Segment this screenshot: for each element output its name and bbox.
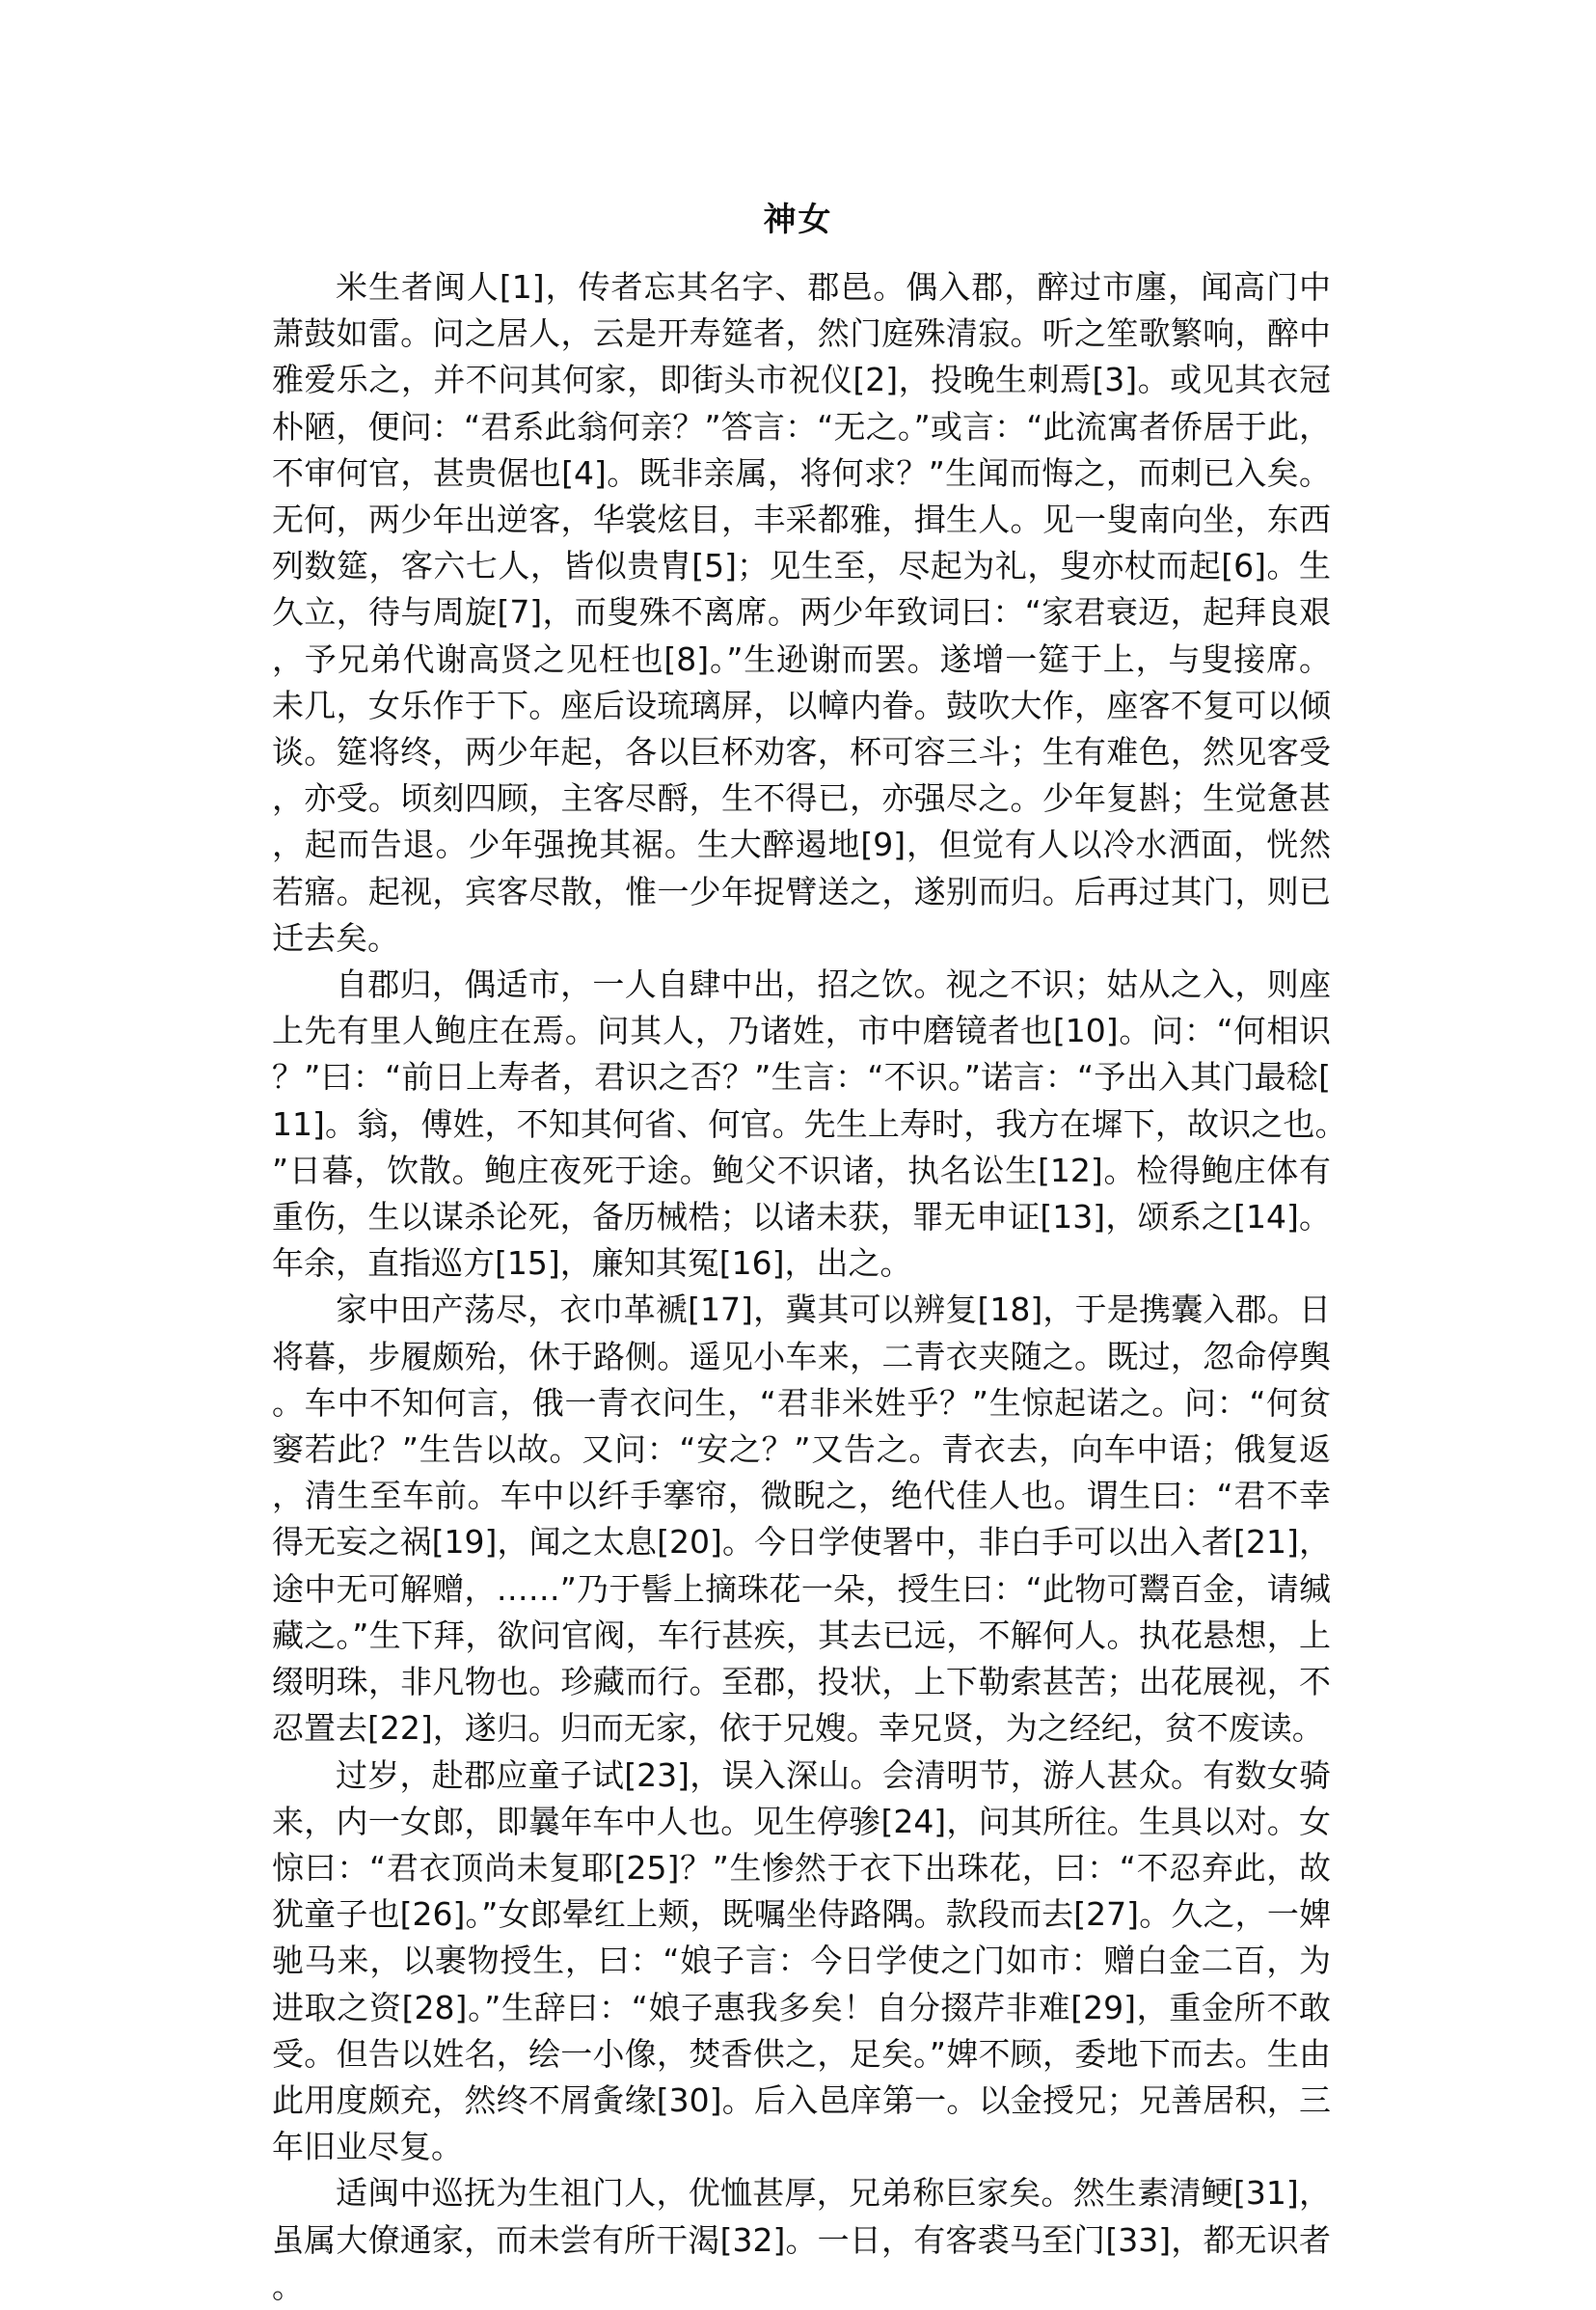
- paragraph: 米生者闽人[1]，传者忘其名字、郡邑。偶入郡，醉过市廛，闻高门中萧鼓如雷。问之居人，云是开寿筵者，然门庭殊清寂。听之笙歌繁响，醉中雅爱乐之，并不问其何家，即街头市祝仪[2]，投晚生刺焉[3]。或见其衣冠朴陋，便问：“君系此翁何亲？”答言：“无之。”或言：“此流寓者侨居于此，不审何官，甚贵倨也[4]。既非亲属，将何求？”生闻而悔之，而刺已入矣。无何，两少年出逆客，华裳炫目，丰采都雅，揖生人。见一叟南向坐，东西列数筵，客六七人，皆似贵胄[5]；见生至，尽起为礼，叟亦杖而起[6]。生久立，待与周旋[7]，而叟殊不离席。两少年致词曰：“家君衰迈，起拜良艰，予兄弟代谢高贤之见枉也[8]。”生逊谢而罢。遂增一筵于上，与叟接席。未几，女乐作于下。座后设琉璃屏，以幛内眷。鼓吹大作，座客不复可以倾谈。筵将终，两少年起，各以巨杯劝客，杯可容三斗；生有难色，然见客受，亦受。顷刻四顾，主客尽酹，生不得已，亦强尽之。少年复斟；生觉惫甚，起而告退。少年强挽其裾。生大醉遏地[9]，但觉有人以冷水洒面，恍然若寤。起视，宾客尽散，惟一少年捉臂送之，遂别而归。后再过其门，则已迁去矣。: [272, 268, 1331, 957]
- page-title: 神女: [763, 201, 833, 239]
- article-body: [272, 264, 1331, 2310]
- paragraph: 家中田产荡尽，衣巾革褫[17]，冀其可以辨复[18]，于是携囊入郡。日将暮，步履颇殆，休于路侧。遥见小车来，二青衣夹随之。既过，忽命停舆。车中不知何言，俄一青衣问生，“君非米姓乎？”生惊起诺之。问：“何贫窭若此？”生告以故。又问：“安之？”又告之。青衣去，向车中语；俄复返，清生至车前。车中以纤手搴帘，微睨之，绝代佳人也。谓生曰：“君不幸得无妄之祸[19]，闻之太息[20]。今日学使署中，非白手可以出入者[21]，途中无可解赠，……”乃于髻上摘珠花一朵，授生曰：“此物可鬻百金，请缄藏之。”生下拜，欲问官阀，车行甚疾，其去已远，不解何人。执花悬想，上缀明珠，非凡物也。珍藏而行。至郡，投状，上下勒索甚苦；出花展视，不忍置去[22]，遂归。归而无家，依于兄嫂。幸兄贤，为之经纪，贫不废读。: [272, 1291, 1331, 1748]
- paragraph: 适闽中巡抚为生祖门人，优恤甚厚，兄弟称巨家矣。然生素清鲠[31]，虽属大僚通家，而未尝有所干渴[32]。一日，有客裘马至门[33]，都无识者。: [272, 2174, 1331, 2305]
- paragraph: 过岁，赴郡应童子试[23]，误入深山。会清明节，游人甚众。有数女骑来，内一女郎，即曩年车中人也。见生停骖[24]，问其所往。生具以对。女惊曰：“君衣顶尚未复耶[25]？”生惨然于衣下出珠花，曰：“不忍弃此，故犹童子也[26]。”女郎晕红上颊，既嘱坐侍路隅。款段而去[27]。久之，一婢驰马来，以裹物授生，曰：“娘子言：今日学使之门如市：赠白金二百，为进取之资[28]。”生辞曰：“娘子惠我多矣！自分掇芹非难[29]，重金所不敢受。但告以姓名，绘一小像，焚香供之，足矣。”婢不顾，委地下而去。生由此用度颇充，然终不屑夤缘[30]。后入邑庠第一。以金授兄；兄善居积，三年旧业尽复。: [272, 1755, 1331, 2166]
- paragraph: 自郡归，偶适市，一人自肆中出，招之饮。视之不识；姑从之入，则座上先有里人鲍庄在焉。问其人，乃诸姓，市中磨镜者也[10]。问：“何相识？”曰：“前日上寿者，君识之否？”生言：“不识。”诺言：“予出入其门最稔[11]。翁，傅姓，不知其何省、何官。先生上寿时，我方在墀下，故识之也。”日暮，饮散。鲍庄夜死于途。鲍父不识诸，执名讼生[12]。检得鲍庄体有重伤，生以谋杀论死，备历械梏；以诸未获，罪无申证[13]，颂系之[14]。年余，直指巡方[15]，廉知其冤[16]，出之。: [272, 965, 1331, 1283]
